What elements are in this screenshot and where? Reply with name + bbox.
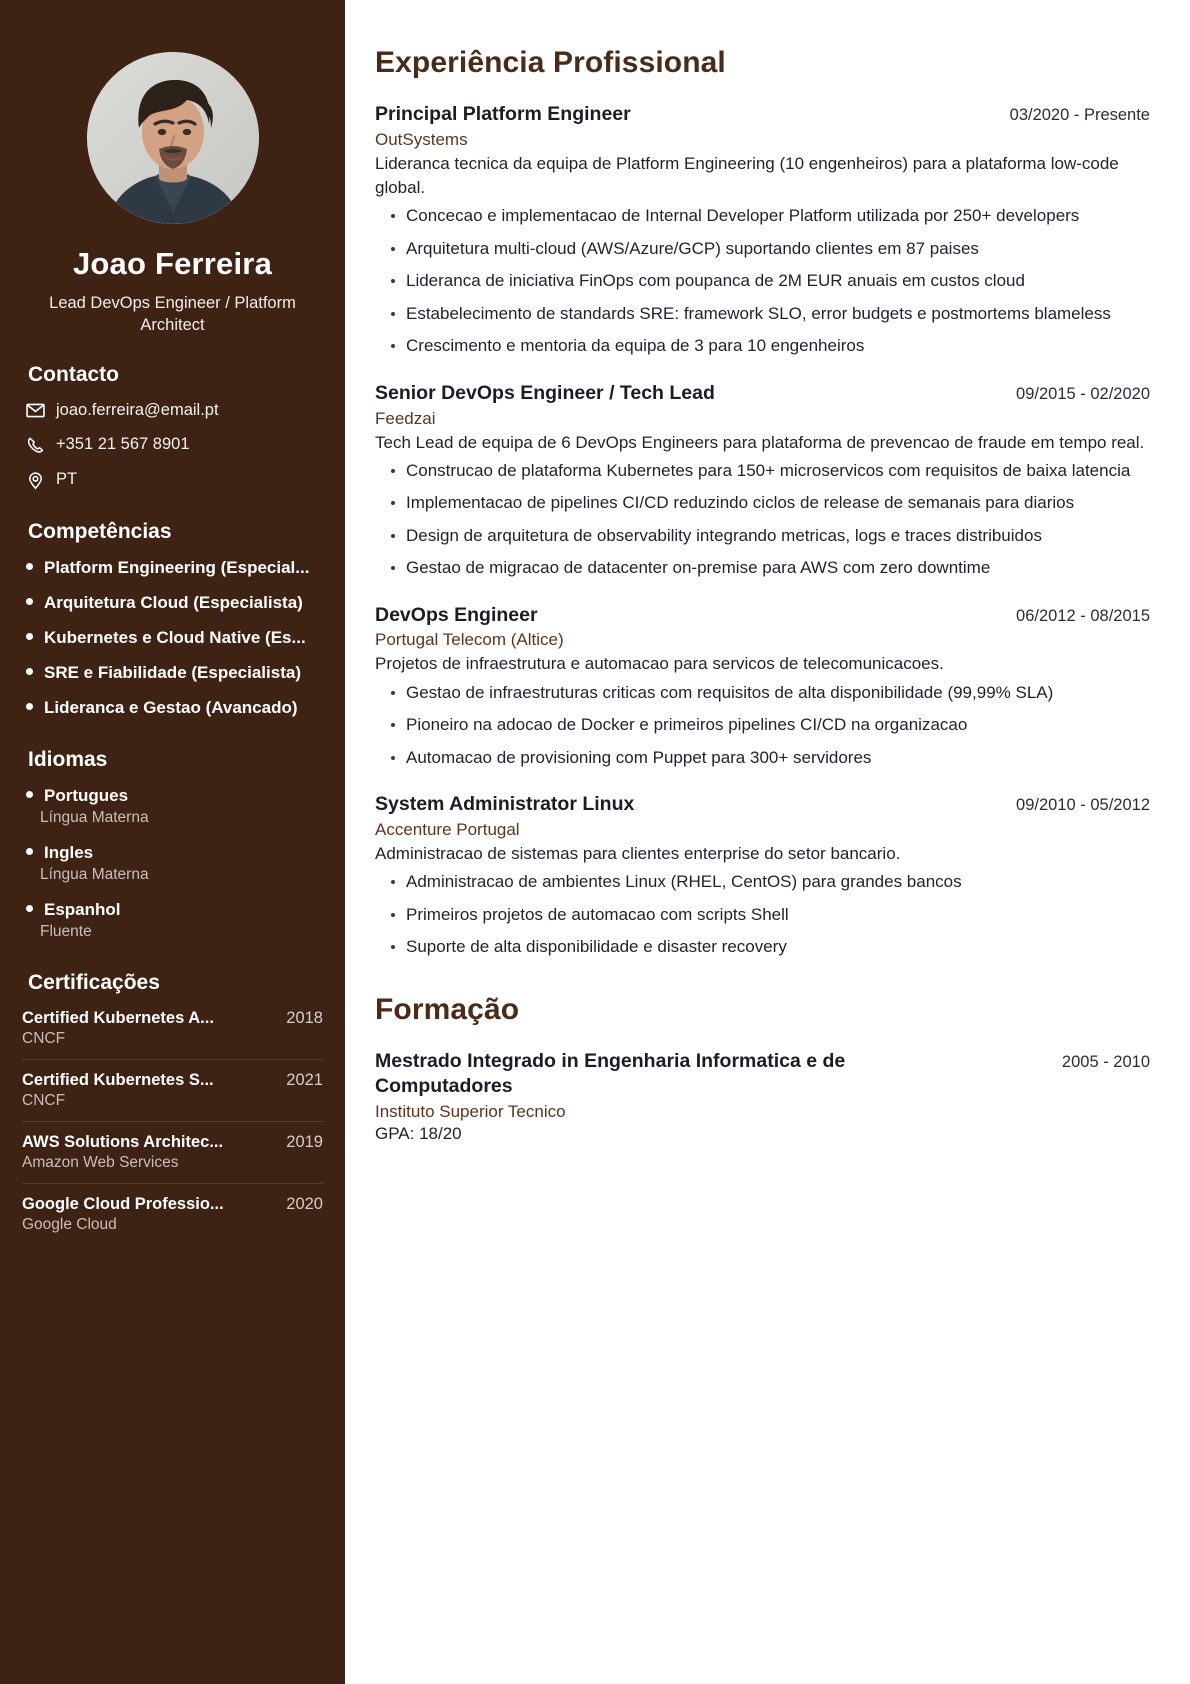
job-title: Senior DevOps Engineer / Tech Lead: [375, 381, 715, 404]
job-summary: Projetos de infraestrutura e automacao para servicos de telecomunicacoes.: [375, 654, 944, 674]
achievement-text: Administracao de ambientes Linux (RHEL, CentOS) para grandes bancos: [406, 872, 962, 892]
avatar-container: [22, 0, 323, 224]
bullet-dot-icon: [391, 945, 395, 949]
contact-value-email: joao.ferreira@email.pt: [56, 400, 219, 419]
bullet-dot-icon: [391, 214, 395, 218]
bullet-dot-icon: [26, 791, 33, 798]
contact-item-email[interactable]: [26, 401, 323, 421]
job-summary: Lideranca tecnica da equipa de Platform Engineering (10 engenheiros) para a plataforma low-code global.: [375, 153, 1119, 198]
achievement-text: Implementacao de pipelines CI/CD reduzindo ciclos de release de semanais para diarios: [406, 493, 1075, 513]
list-item: [375, 556, 1150, 580]
location-pin-icon: [26, 471, 45, 490]
language-level: Fluente: [40, 922, 92, 940]
language-level: Língua Materna: [40, 865, 149, 883]
list-item: [22, 1071, 323, 1122]
certification-name: Certified Kubernetes A...: [22, 1008, 214, 1027]
bullet-dot-icon: [391, 566, 395, 570]
job-achievements: [375, 681, 1150, 770]
bullet-dot-icon: [26, 563, 33, 570]
bullet-dot-icon: [391, 279, 395, 283]
achievement-text: Crescimento e mentoria da equipa de 3 para 10 engenheiros: [406, 336, 865, 356]
certification-name: Certified Kubernetes S...: [22, 1070, 214, 1089]
sidebar: [0, 0, 345, 1684]
achievement-text: Arquitetura multi-cloud (AWS/Azure/GCP) suportando clientes em 87 paises: [406, 238, 979, 258]
education-section-heading: Formação: [375, 993, 520, 1027]
bullet-dot-icon: [391, 312, 395, 316]
language-name: Ingles: [44, 842, 94, 862]
bullet-dot-icon: [391, 880, 395, 884]
skill-label: Platform Engineering (Especial...: [44, 557, 310, 577]
job-summary: Administracao de sistemas para clientes enterprise do setor bancario.: [375, 843, 901, 863]
skill-label: Kubernetes e Cloud Native (Es...: [44, 627, 306, 647]
list-item: [375, 237, 1150, 261]
list-item: [26, 593, 323, 613]
bullet-dot-icon: [391, 723, 395, 727]
degree-date: 2005 - 2010: [1061, 1053, 1150, 1072]
list-item: [375, 870, 1150, 894]
list-item: [375, 935, 1150, 959]
job-date: 09/2010 - 05/2012: [1016, 795, 1150, 814]
certification-year: 2019: [286, 1132, 323, 1151]
avatar: [87, 52, 259, 224]
list-item: [22, 843, 323, 884]
list-item: [375, 269, 1150, 293]
achievement-text: Primeiros projetos de automacao com scripts Shell: [406, 904, 789, 924]
list-item: [22, 900, 323, 941]
bullet-dot-icon: [26, 848, 33, 855]
list-item: [26, 698, 323, 718]
bullet-dot-icon: [26, 598, 33, 605]
certifications-heading: Certificações: [28, 970, 160, 994]
achievement-text: Pioneiro na adocao de Docker e primeiros pipelines CI/CD na organizacao: [406, 715, 968, 735]
job-date: 09/2015 - 02/2020: [1016, 384, 1150, 403]
school-name: Instituto Superior Tecnico: [375, 1102, 566, 1122]
job-company: Accenture Portugal: [375, 819, 520, 839]
job-title: System Administrator Linux: [375, 792, 635, 815]
list-item: [375, 713, 1150, 737]
achievement-text: Gestao de migracao de datacenter on-premise para AWS com zero downtime: [406, 558, 991, 578]
list-item: [22, 786, 323, 827]
job-title: DevOps Engineer: [375, 603, 538, 626]
skill-label: SRE e Fiabilidade (Especialista): [44, 662, 301, 682]
job-achievements: [375, 870, 1150, 959]
list-item: [375, 681, 1150, 705]
achievement-text: Estabelecimento de standards SRE: framework SLO, error budgets e postmortems blameless: [406, 303, 1111, 323]
list-item: [375, 204, 1150, 228]
phone-icon: [26, 436, 45, 455]
certification-name: Google Cloud Professio...: [22, 1194, 224, 1213]
profile-headline: Lead DevOps Engineer / Platform Architect: [49, 294, 296, 335]
certification-issuer: CNCF: [22, 1091, 66, 1109]
certification-year: 2020: [286, 1194, 323, 1213]
experience-section-heading: Experiência Profissional: [375, 46, 726, 79]
bullet-dot-icon: [26, 703, 33, 710]
profile-photo-icon: [87, 52, 259, 224]
bullet-dot-icon: [391, 756, 395, 760]
contact-value-location: PT: [56, 470, 78, 489]
certification-year: 2018: [286, 1008, 323, 1027]
job-achievements: [375, 459, 1150, 581]
education-entry: [375, 1049, 1150, 1144]
list-item: [375, 746, 1150, 770]
contact-list: [26, 401, 323, 490]
experience-entry: [375, 381, 1150, 581]
bullet-dot-icon: [391, 344, 395, 348]
job-company: Feedzai: [375, 408, 436, 428]
experience-entry: [375, 603, 1150, 770]
skills-heading: Competências: [28, 519, 172, 543]
languages-list: [22, 786, 323, 941]
achievement-text: Lideranca de iniciativa FinOps com poupanca de 2M EUR anuais em custos cloud: [406, 271, 1025, 291]
job-title: Principal Platform Engineer: [375, 103, 631, 125]
achievement-text: Gestao de infraestruturas criticas com requisitos de alta disponibilidade (99,99% SLA): [406, 682, 1054, 702]
job-company: OutSystems: [375, 129, 468, 149]
achievement-text: Concecao e implementacao de Internal Developer Platform utilizada por 250+ developers: [406, 206, 1080, 226]
language-level: Língua Materna: [40, 808, 149, 826]
bullet-dot-icon: [391, 247, 395, 251]
list-item: [375, 903, 1150, 927]
list-item: [26, 663, 323, 683]
list-item: [375, 334, 1150, 358]
list-item: [375, 459, 1150, 483]
experience-entry: [375, 102, 1150, 359]
list-item: [375, 524, 1150, 548]
contact-item-phone[interactable]: [26, 435, 323, 455]
certifications-list: [22, 1009, 323, 1245]
list-item: [22, 1133, 323, 1184]
language-name: Espanhol: [44, 899, 121, 919]
certification-year: 2021: [286, 1070, 323, 1089]
contact-value-phone: +351 21 567 8901: [56, 435, 190, 454]
page-title: Joao Ferreira: [72, 246, 273, 281]
list-item: [375, 302, 1150, 326]
experience-entry: [375, 792, 1150, 959]
bullet-dot-icon: [391, 691, 395, 695]
job-achievements: [375, 204, 1150, 358]
bullet-dot-icon: [391, 501, 395, 505]
bullet-dot-icon: [26, 905, 33, 912]
certification-issuer: Google Cloud: [22, 1215, 117, 1233]
achievement-text: Suporte de alta disponibilidade e disaster recovery: [406, 937, 787, 956]
list-item: [26, 628, 323, 648]
certification-issuer: CNCF: [22, 1029, 66, 1047]
list-item: [22, 1195, 323, 1245]
list-item: [22, 1009, 323, 1060]
skill-label: Arquitetura Cloud (Especialista): [44, 592, 303, 612]
list-item: [26, 558, 323, 578]
job-company: Portugal Telecom (Altice): [375, 630, 564, 650]
job-summary: Tech Lead de equipa de 6 DevOps Engineers para plataforma de prevencao de fraude em tempo real.: [375, 432, 1145, 452]
job-date: 03/2020 - Presente: [1009, 106, 1150, 124]
skill-label: Lideranca e Gestao (Avancado): [44, 697, 298, 717]
certification-name: AWS Solutions Architec...: [22, 1132, 224, 1151]
degree-title: Mestrado Integrado in Engenharia Informatica e de Computadores: [375, 1050, 846, 1098]
envelope-icon: [26, 401, 45, 420]
list-item: [375, 491, 1150, 515]
achievement-text: Automacao de provisioning com Puppet para 300+ servidores: [406, 747, 872, 767]
bullet-dot-icon: [26, 668, 33, 675]
bullet-dot-icon: [26, 633, 33, 640]
bullet-dot-icon: [391, 534, 395, 538]
bullet-dot-icon: [391, 913, 395, 917]
skills-list: [22, 558, 323, 718]
contact-heading: Contacto: [28, 362, 119, 386]
contact-item-location[interactable]: [26, 470, 323, 490]
certification-issuer: Amazon Web Services: [22, 1153, 179, 1171]
language-name: Portugues: [44, 785, 129, 805]
bullet-dot-icon: [391, 469, 395, 473]
main-content: [345, 0, 1190, 1684]
job-date: 06/2012 - 08/2015: [1016, 606, 1150, 625]
languages-heading: Idiomas: [28, 747, 108, 771]
achievement-text: Design de arquitetura de observability integrando metricas, logs e traces distribuidos: [406, 525, 1042, 545]
degree-gpa: GPA: 18/20: [375, 1124, 462, 1144]
achievement-text: Construcao de plataforma Kubernetes para 150+ microservicos com requisitos de baixa latencia: [406, 460, 1131, 480]
